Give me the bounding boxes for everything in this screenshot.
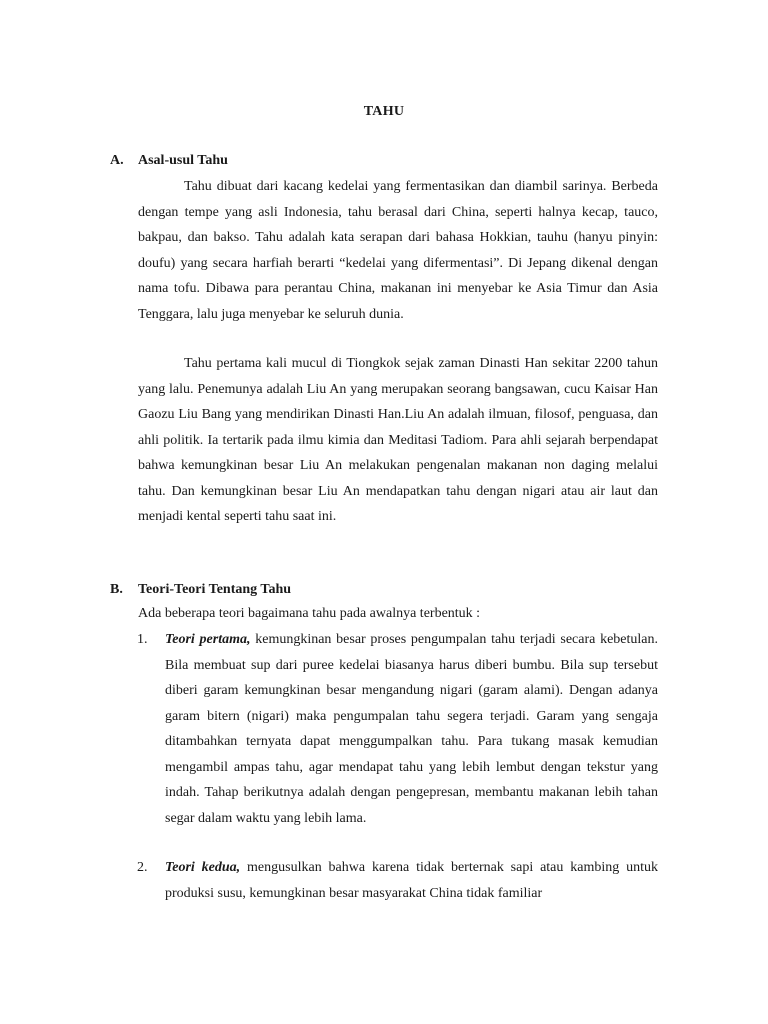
theory-text: mengusulkan bahwa karena tidak berternak sapi atau kambing untuk produksi susu, kemungkinan besar masyarakat China tidak familiar <box>165 860 658 901</box>
list-item-theory-2 <box>137 855 658 906</box>
section-b-heading <box>110 580 291 600</box>
theory-lead: Teori pertama, <box>165 632 251 647</box>
section-a-heading <box>110 151 228 171</box>
section-a-letter: A. <box>110 153 124 168</box>
list-number: 1. <box>137 632 148 647</box>
section-a-paragraph-2 <box>138 351 658 530</box>
section-b-title: Teori-Teori Tentang Tahu <box>138 582 292 597</box>
list-item-body <box>165 627 658 831</box>
document-title: TAHU <box>363 104 405 119</box>
section-a-paragraph-1 <box>138 174 658 327</box>
list-number: 2. <box>137 860 148 875</box>
paragraph-text: Tahu dibuat dari kacang kedelai yang fermentasikan dan diambil sarinya. Berbeda dengan tempe yang asli Indonesia, tahu berasal dari China, seperti halnya kecap, tauco, bakpau, dan bakso. Tahu adalah kata serapan dari bahasa Hokkian, tauhu (hanyu pinyin: doufu) yang secara harfiah berarti “kedelai yang difermentasi”. Di Jepang dikenal dengan nama tofu. Dibawa para perantau China, makanan ini menyebar ke Asia Timur dan Asia Tenggara, lalu juga menyebar ke seluruh dunia. <box>138 179 658 322</box>
section-a-title: Asal-usul Tahu <box>138 153 228 168</box>
list-item-theory-1 <box>137 627 658 831</box>
section-b-letter: B. <box>110 582 123 597</box>
theory-text: kemungkinan besar proses pengumpalan tahu terjadi secara kebetulan. Bila membuat sup dari puree kedelai biasanya harus diberi bumbu. Bila sup tersebut diberi garam kemungkinan besar mengandung nigari (garam alami). Dengan adanya garam bitern (nigari) maka pengumpalan tahu segera terjadi. Garam yang sengaja ditambahkan ternyata dapat menggumpalkan tahu. Para tukang masak kemudian mengambil ampas tahu, agar mendapat tahu yang lebih lembut dengan tekstur yang indah. Tahap berikutnya adalah dengan pengepresan, membantu makanan lebih tahan segar dalam waktu yang lebih lama. <box>165 632 659 826</box>
paragraph-text: Tahu pertama kali mucul di Tiongkok sejak zaman Dinasti Han sekitar 2200 tahun yang lalu. Penemunya adalah Liu An yang merupakan seorang bangsawan, cucu Kaisar Han Gaozu Liu Bang yang mendirikan Dinasti Han.Liu An adalah ilmuan, filosof, penguasa, dan ahli politik. Ia tertarik pada ilmu kimia dan Meditasi Tadiom. Para ahli sejarah berpendapat bahwa kemungkinan besar Liu An melakukan pengenalan makanan non daging melalui tahu. Dan kemungkinan besar Liu An mendapatkan tahu dengan nigari atau air laut dan menjadi kental seperti tahu saat ini. <box>138 356 658 524</box>
section-b-intro: Ada beberapa teori bagaimana tahu pada awalnya terbentuk : <box>138 606 481 621</box>
list-item-body <box>165 855 658 906</box>
theory-lead: Teori kedua, <box>165 860 241 875</box>
